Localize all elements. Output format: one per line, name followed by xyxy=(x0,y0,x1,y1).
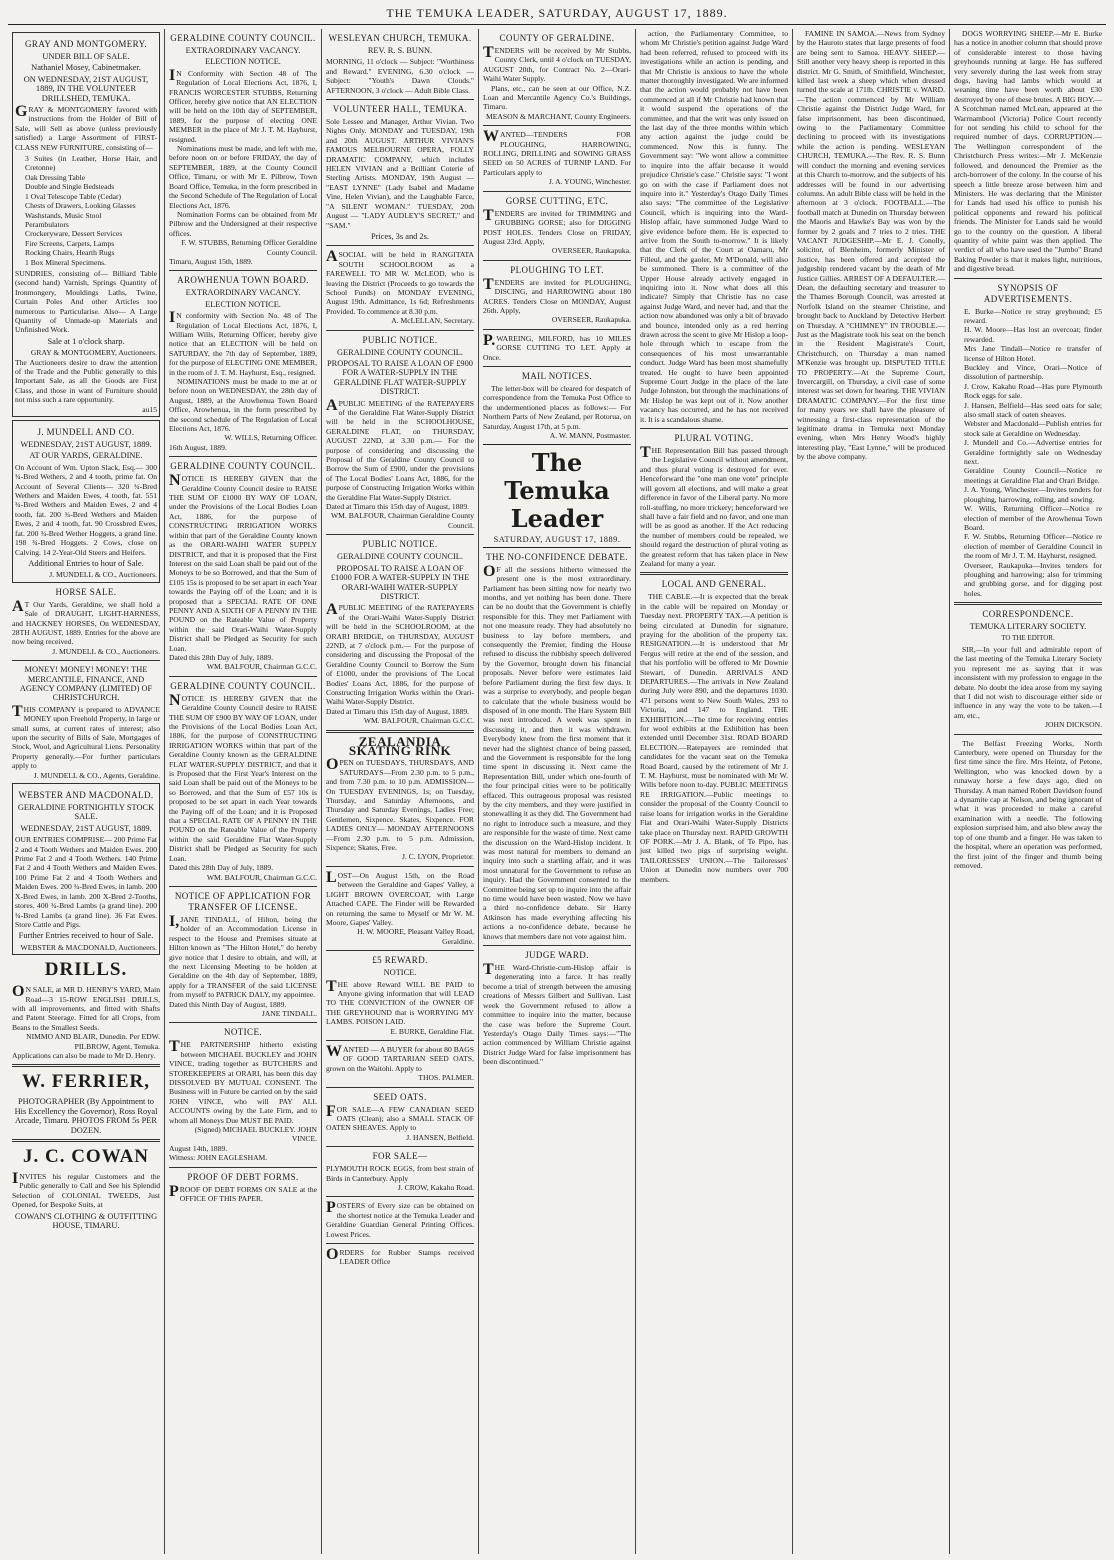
divider xyxy=(326,1040,474,1041)
notice-title: VOLUNTEER HALL, TEMUKA. xyxy=(332,104,468,115)
divider xyxy=(12,1064,160,1067)
divider xyxy=(483,366,631,367)
article-title: LOCAL AND GENERAL. xyxy=(661,579,767,590)
advert-signature: J. MUNDELL & CO., Auctioneers. xyxy=(49,570,157,580)
synopsis-list xyxy=(960,307,1102,599)
notice-body: IN conformity with Section No. 48 of The Regulation of Local Elections Act, 1876, I, William Wills, Returning Officer, hereby give notice that an ELECTION will be held on SATURDAY, the 7th day of September, 1889, for the purpose of ELECTING ONE MEMBER, in the room of J. T. M. Hayhurst, Esq., resigned. xyxy=(169,309,317,377)
divider xyxy=(326,730,474,733)
column-7 xyxy=(950,29,1106,1554)
divider xyxy=(326,534,474,535)
notice-body: POSTERS of Every size can be obtained on the shortest notice at the Temuka Leader and Geraldine Guardian General Printing Offices. Lowest Prices. xyxy=(326,1199,474,1239)
list-item: Oak Dressing Table xyxy=(25,172,86,182)
list-item: 1 Box Mineral Specimens. xyxy=(25,257,106,267)
notice-title: WESLEYAN CHURCH, TEMUKA. xyxy=(328,33,472,43)
advert-when: ON WEDNESDAY, 21ST AUGUST, 1889, IN THE VOLUNTEER DRILLSHED, TEMUKA. xyxy=(23,74,149,103)
notice-title: GERALDINE COUNTY COUNCIL. xyxy=(170,33,316,43)
notice-title: AROWHENUA TOWN BOARD. xyxy=(177,275,309,286)
divider xyxy=(483,260,631,261)
notice-subtitle: NOTICE. xyxy=(383,968,417,978)
list-item: F. W. Stubbs, Returning Officer—Notice re election of member of Geraldine Council in the room of Mr J. T. M. Hayhurst, resigned. xyxy=(964,532,1102,561)
notice-signature: F. W. STUBBS, Returning Officer Geraldine County Council. xyxy=(181,238,317,257)
notice-date: Timaru, August 15th, 1889. xyxy=(169,256,253,266)
divider xyxy=(326,1196,474,1197)
notice-date: Dated at Timaru this 15th day of August, 1889. xyxy=(326,502,470,512)
notice-subtitle: EXTRAORDINARY VACANCY. xyxy=(185,46,301,55)
notice-subtitle: ELECTION NOTICE. xyxy=(205,299,281,309)
notice-date: 16th August, 1889. xyxy=(169,442,227,452)
list-item: H. W. Moore—Has lost an overcoat; finder rewarded. xyxy=(964,325,1102,344)
column-2 xyxy=(165,29,322,1554)
divider xyxy=(326,330,474,331)
divider xyxy=(640,572,788,575)
notice-signature: A. W. MANN, Postmaster. xyxy=(549,431,631,440)
notice-body: I,JANE TINDALL, of Hilton, being the holder of an Accommodation License in respect to the House and Premises situate at Hilton known as "The Hilton Hotel," do hereby give notice that I desire to obtain, and will, at the next Licensing Meeting to be holden at Geraldine on the 4th day of September, 1889, apply for a TRANSFER of the said LICENSE from myself to PATRICK DALY, my appointee. xyxy=(169,912,317,1000)
divider xyxy=(169,456,317,457)
notice-body: IN Conformity with Section 48 of The Regulation of Local Elections Act, 1876, I, FRANCIS WORCESTER STUBBS, Returning Officer, hereby give notice that AN ELECTION will be held on the 10th day of SEPTEMBER, 1889, for the purpose of electing ONE MEMBER in the place of Mr J. T. M. Hayhurst, resigned. xyxy=(169,66,317,144)
notice-title: NOTICE. xyxy=(223,1027,263,1038)
advert-title: DRILLS. xyxy=(44,959,128,981)
notice-signature: WM. BALFOUR, Chairman G.C.C. xyxy=(206,872,317,882)
notice-signature: (Signed) MICHAEL BUCKLEY. JOHN VINCE. xyxy=(194,1125,317,1144)
article-body: THE Ward-Christie-cum-Hislop affair is degenerating into a farce. It has really become a trial of strength between the amusing creations of Messrs Gilbert and Sullivan. Last week the Government refused to allow a committee to inquire into the matter, because the case was before the Supreme Court. Yesterday's Otago Daily Times says:—"The action commenced by William Christie against District Judge Ward for false imprisonment has been discontinued." xyxy=(483,961,631,1067)
letter-body: SIR,—In your full and admirable report of the last meeting of the Temuka Literary Society you represent me as saying that it was inconsistent with my profession to engage in the debate. No doubt the idea arose from my saying that I did not wish to discourage either side or influence in any way the vote to be taken.—I am, etc., xyxy=(954,644,1102,720)
notice-title: ZEALANDIA SKATING RINK xyxy=(348,733,452,758)
list-item: E. Burke—Notice re stray greyhound; £5 reward. xyxy=(964,306,1102,325)
notice-signature: MEASON & MARCHANT, County Engineers. xyxy=(486,111,631,121)
notice-body: LOST—On August 15th, on the Road between the Geraldine and Gapes' Valley, a LIGHT BROWN OVERCOAT, with Large Attached CAPE. The Finder will be Rewarded on returning the same to Myself or Mr W. M. Moore, Gapes' Valley. xyxy=(326,868,474,927)
notice-date: Dated at Timaru this 15th day of August, 1889. xyxy=(326,706,470,716)
advert-note: The Auctioneers desire to draw the attention of the Trade and the Public generally to this Important Sale, as all the Goods are First Class, and those in want of Furniture should not miss such a rare opportunity. xyxy=(15,357,157,405)
advert-ref: au15 xyxy=(142,404,157,414)
notice-signature: WM. BALFOUR, Chairman G.C.C. xyxy=(363,716,474,726)
notice-body: TENDERS are invited for TRIMMING and GRUBBING GORSE; also for DIGGING POST HOLES. Tenders Close on FRIDAY, August 23rd. Apply, xyxy=(483,206,631,246)
advert-body: AT Our Yards, Geraldine, we shall hold a Sale of DRAUGHT, LIGHT-HARNESS, and HACKNEY HORSES, On WEDNESDAY, 28TH AUGUST, 1889. Entries for the above are now being received. xyxy=(12,597,160,647)
notice-date: Dated this Ninth Day of August, 1889. xyxy=(169,999,287,1009)
divider xyxy=(12,1139,160,1142)
advert-title: GERALDINE FORTNIGHTLY STOCK SALE. xyxy=(17,803,155,822)
notice-title: MAIL NOTICES. xyxy=(521,370,593,381)
notice-title: SEED OATS. xyxy=(373,1091,427,1102)
advert-sale-time: Sale at 1 o'clock sharp. xyxy=(47,336,125,346)
notice-subtitle: GERALDINE COUNTY COUNCIL. xyxy=(336,552,463,562)
article-body: THE CABLE.—It is expected that the break in the cable will be repaired on Monday or Tuesday next. PROPERTY TAX.—A petition is being circulated at Dunedin for signature, praying for the abolition of the property tax. RESIGNATION.—It is understood that Mr Fergus will retire at the end of the session, and that his portfolio will be offered to Mr Downie Stewart, of Dunedin. ARRIVALS AND DEPARTURES.—The arrivals in New Zealand during July were 890, and the departures 1030. 471 persons went to New South Wales, 293 to Victoria, and 147 to England. THE EXHIBITION.—The time for receiving entries for wool exhibits at the Exhibition has been extended until December 31st. ROAD BOARD ELECTION.—Ratepayers are reminded that candidates for the vacant seat on the Temuka Road Board, caused by the retirement of Mr J. T. M. Hayhurst, must be nominated with Mr W. Wills before noon to-day. PUBLIC MEETINGS RE IRRIGATION.—Public meetings to consider the proposal of the County Council to raise loans for irrigation works in the Geraldine Flat and Orari-Waihi Water-Supply Districts take place on Thursday next. RAPID GROWTH OF PORK.—Mr J. A. Blank, of Te Pipo, has just killed two pigs of surprising weight. TAILORESSES' UNION.—The Tailoresses' Union at Dunedin now numbers over 700 members. xyxy=(640,592,788,884)
notice-signature: J. CROW, Kakahu Road. xyxy=(397,1183,474,1193)
advert-title: UNDER BILL OF SALE. xyxy=(42,52,130,61)
column-4 xyxy=(479,29,636,1554)
list-item: W. Wills, Returning Officer—Notice re election of member of the Arowhenua Town Board. xyxy=(964,504,1102,532)
notice-subtitle: PROPOSAL TO RAISE A LOAN OF £1000 FOR A WATER-SUPPLY IN THE ORARI-WAIHI WATER-SUPPLY DISTRICT. xyxy=(330,563,470,601)
notice-body: P.WAREING, MILFORD, has 10 MILES GORSE CUTTING TO LET. Apply at Once. xyxy=(483,331,631,362)
notice-witness: Witness: JOHN EAGLESHAM. xyxy=(169,1153,268,1163)
article-body: The Belfast Freezing Works, North Canterbury, were opened on Thursday for the first time since the fire. Mrs Heintz, of Petone, Wellington, who was knocked down by a runaway horse a few days ago, died on Thursday. A man named Robert Davidson found a dynamite cap at Nelson, and being ignorant of what it was proceeded to make a careful examination with a needle. The following explosion surprised him, and also blew away the top of one thumb and a finger. He was taken to the hospital, where an operation was performed, the first joint of the finger and thumb being removed. xyxy=(954,738,1102,870)
advert-signature: WEBSTER & MACDONALD, Auctioneers. xyxy=(20,942,157,952)
advert-header: J. MUNDELL AND CO. xyxy=(37,427,135,438)
divider xyxy=(326,866,474,867)
notice-signature: JANE TINDALL. xyxy=(261,1008,317,1018)
notice-body: FOR SALE—A FEW CANADIAN SEED OATS (Clean); also a SMALL STACK OF OATEN SHEAVES. Apply to xyxy=(326,1102,474,1133)
advert-gray-montgomery xyxy=(12,32,160,417)
notice-body: Nominations must be made, and left with me, before noon on or before FRIDAY, the day of SEPTEMBER, 1889, at the County Council Office, Timaru, or with Mr E. Pilbrow, Town Board Office, Temuka, in the form prescribed in the Second Schedule of The Regulation of Local Elections Act, 1876. xyxy=(169,144,317,210)
list-item: Washstands, Music Stool xyxy=(25,210,102,220)
notice-signature: WM. BALFOUR, Chairman G.C.C. xyxy=(206,662,317,672)
notice-body: NOTICE IS HEREBY GIVEN that the Geraldine County Council desire to RAISE THE SUM OF £900 BY WAY OF LOAN, under the Provisions of the Local Bodies Loan Act, 1886, for the purpose of CONSTRUCTING IRRIGATION WORKS within that part of the Geraldine County known as the GERALDINE FLAT WATER-SUPPLY DISTRICT, and that it is Proposed that the First Year's Interest on the said Loan shall be paid out of the Moneys to be so Borrowed, and that the Sum of £57 10s is proposed to be set apart in each Year towards the Paying off of the Loan; and it is Proposed that a SPECIAL RATE OF A PENNY IN THE POUND on the Rateable Value of the Property within the said Geraldine Flat Water-Supply District shall be Pledged as Security for such Loan. xyxy=(169,691,317,863)
article-title: SYNOPSIS OF ADVERTISEMENTS. xyxy=(983,282,1073,304)
notice-signature: J. A. YOUNG, Winchester. xyxy=(548,177,631,187)
notice-body: PROOF OF DEBT FORMS ON SALE at the OFFICE OF THIS PAPER. xyxy=(169,1182,317,1204)
notice-body: MORNING, 11 o'clock — Subject: "Worthiness and Reward." EVENING, 6.30 o'clock — Subject: "Youth's Dawn Clouds." AFTERNOON, 3 o'clock — Adult Bible Class. xyxy=(326,57,474,95)
notice-prices: Prices, 3s and 2s. xyxy=(371,231,429,241)
article-title: PLURAL VOTING. xyxy=(674,433,754,444)
divider xyxy=(169,676,317,677)
notice-title: £5 REWARD. xyxy=(372,955,428,966)
advert-body: OUR ENTRIES COMPRISE— 200 Prime Fat 2 and 4 Tooth Wethers and Maiden Ewes. 200 Prime Fat 2 and 4 Tooth Wethers. 140 Prime Fat 2 and 4 Tooth Wethers and Maiden Ewes. 100 Prime Fat 2 and 4 Tooth Wethers and Maiden Ewes. 200 ¾-Bred Ewes, in lamb. 200 X-Bred Ewes, in lamb. 200 X-Bred 2-Tooths, stores. 400 ¾-Bred Lambs (a grand line). 200 ¾-Bred Lambs (a grand line). 36 Fat Ewes. Store Cattle and Pigs. xyxy=(15,835,157,929)
divider xyxy=(483,125,631,126)
list-item: J. Hansen, Belfield—Has seed oats for sale; also small stack of oaten sheaves. xyxy=(964,400,1102,420)
notice-signature: J. C. LYON, Proprietor. xyxy=(401,852,474,862)
running-title: THE TEMUKA LEADER, SATURDAY, AUGUST 17, 1889. xyxy=(8,6,1106,25)
notice-date: Dated this 28th Day of July, 1889. xyxy=(169,863,274,873)
advert-signature: J. MUNDELL & CO., Agents, Geraldine. xyxy=(33,770,160,780)
article-body: THE Representation Bill has passed through the Legislative Council without amendment, and thus plural voting is destroyed for ever. Henceforward the "one man one vote" principle will govern all elections, and will make a great difference in favor of the Liberal party. No more roll-stuffing, no more trickery; henceforward we shall have a fair field and no favor, and one man will be as good as another. If the Act reducing the number of members could be repealed, we should regard the destruction of plural voting as the greatest reform that has taken place in New Zealand for many a year. xyxy=(640,444,788,568)
advert-header: WEBSTER AND MACDONALD. xyxy=(18,790,154,801)
column-1 xyxy=(8,29,165,1554)
notice-title: GERALDINE COUNTY COUNCIL. xyxy=(170,680,316,691)
advert-title: MONEY! MONEY! MONEY! THE MERCANTILE, FINANCE, AND AGENCY COMPANY (LIMITED) OF CHRISTCHURCH. xyxy=(19,665,153,703)
advert-body: THIS COMPANY is prepared to ADVANCE MONEY upon Freehold Property, in large or small sums, at current rates of interest; also upon the security of Bills of Sale, Mortgages of Stock, Wool, and Agricultural Liens. Personality Property generally.—For further particulars apply to xyxy=(12,702,160,771)
divider xyxy=(483,329,631,330)
notice-body: Plans, etc., can be seen at our Office, N.Z. Loan and Mercantile Agency Co.'s Buildings, Timaru. xyxy=(483,83,631,112)
divider xyxy=(954,278,1102,279)
advert-where: AT OUR YARDS, GERALDINE. xyxy=(29,451,143,461)
notice-body: TENDERS will be received by Mr Stubbs, County Clerk, until 4 o'clock on TUESDAY, AUGUST 20th, for Contract No. 2—Orari-Waihi Water Supply. xyxy=(483,44,631,84)
notice-subtitle: GERALDINE COUNTY COUNCIL. xyxy=(336,347,463,357)
notice-body: TENDERS are invited for PLOUGHING, DISCING, and HARROWING about 180 ACRES. Tenders Close on MONDAY, August 26th. Apply, xyxy=(483,275,631,315)
notice-body: THE above Reward WILL BE PAID to Anyone giving information that will LEAD TO THE CONVICTION of the OWNER OF THE GREYHOUND that is WORRYING MY LAMBS. POISON LAID. xyxy=(326,977,474,1027)
divider xyxy=(326,1087,474,1088)
letter-salutation: TO THE EDITOR. xyxy=(1001,633,1055,642)
advert-body: GRAY & MONTGOMERY favored with instructions from the Holder of Bill of Sale, will Sell as above (unless previously satisfied) a Large Assortment of FIRST-CLASS NEW FURNITURE, consisting of— xyxy=(15,103,157,152)
list-item: Webster and Macdonald—Publish entries for stock sale at Geraldine on Wednesday. xyxy=(964,419,1102,438)
letter-signature: JOHN DICKSON. xyxy=(1045,720,1102,730)
notice-title: GORSE CUTTING, ETC. xyxy=(505,195,609,206)
divider xyxy=(326,1243,474,1244)
notice-body: Sole Lessee and Manager, Arthur Vivian. Two Nights Only. MONDAY and TUESDAY, 19th and 20th AUGUST. ARTHUR VIVIAN'S FAMOUS MELBOURNE OPERA, FOLLY DRAMATIC COMPANY, which includes HELEN VIVIAN and a Brilliant Coterie of Sterling Artists. MONDAY, 19th August — "EAST LYNNE" (Lady Isabel and Madame Vine, Helen Vivian), and the Laughable Farce, "A SILENT WOMAN." TUESDAY, 20th August — "LADY AUDLEY'S SECRET," and "SAM." xyxy=(326,117,474,230)
list-item: 3 Suites (in Leather, Horse Hair, and Cretonne) xyxy=(25,154,157,173)
list-item: J. Crow, Kakahu Road—Has pure Plymouth Rock eggs for sale. xyxy=(964,381,1102,401)
list-item: Geraldine County Council—Notice re meetings at Geraldine Flat and Orari Bridge. xyxy=(964,466,1102,485)
notice-subtitle: PROPOSAL TO RAISE A LOAN OF £900 FOR A WATER-SUPPLY IN THE GERALDINE FLAT WATER-SUPPLY DISTRICT. xyxy=(327,358,473,397)
notice-body: WANTED—TENDERS FOR PLOUGHING, HARROWING, ROLLING, DRILLING and SOWING GRASS SEED on 50 ACRES of TURNIP LAND. For Particulars apply to xyxy=(483,128,631,177)
divider xyxy=(326,245,474,246)
divider xyxy=(640,428,788,429)
article-body: action, the Parliamentary Committee, to whom Mr Christie's petition against Judge Ward had been referred, refused to proceed with its investigations while an action is pending, and that Mr Christie is anxious to have the whole matter thoroughly investigated. We are informed that the action would probably not have been commenced at all if Mr Christie had known that it would suspend the operations of the committee, and that the writ was only issued on the last day of the three months within which any action against the judge could be commenced. Now this is funny. The Government say: "We wont allow a committee to inquire into the affair because it would prejudice Christie's case." Christie says: "I wont go on with the case if Parliament does not inquire into it." Yesterday's Otago Daily Times also says: "The committee of the Legislative Council, which is inquiring into the Ward-Hislop affair, have summoned Judge Ward to give evidence before them. He is expected to arrive from the South to-morrow." It is likely that the Clerk of the Court at Oamaru, Mr Filleul, and the gaoler, Mr M'Donald, will also be summoned. There is a committee of the Upper House already actively engaged in inquiring into it. Now what does all this indicate? Simply that Christie has no case against Judge Ward, and never had, and that the action now abandoned was only a bit of bravado and bounce, intended only as a red herring drawn across the scent to give Mr Hislop a loop-hole through which to escape from the consequences of his most unwarrantable conduct. Judge Ward has been most shamefully treated. He ought to have been appointed Supreme Court Judge in the place of the late Judge Johnston, but through the machinations of Mr Hislop he was kept out of it. Now another vacancy has occurred, and he has not received it. It is a scandalous shame. xyxy=(640,29,788,424)
notice-signature: H. W. MOORE, Pleasant Valley Road, Geraldine. xyxy=(357,927,474,946)
list-item: 1 Oval Telescope Table (Cedar) xyxy=(25,191,122,201)
notice-title: COUNTY OF GERALDINE. xyxy=(499,33,615,43)
notice-body: OPEN on TUESDAYS, THURSDAYS, AND SATURDAYS—From 2.30 p.m. to 5 p.m., and from 7.30 p.m. to 10 p.m. ADMISSION—On TUESDAY EVENINGS, 1s; on Tuesday, Thursday, and Saturday Afternoons, and Thursday and Saturday Evenings, Ladies Free; Gentlemen, Sixpence. Skates, Sixpence. FOR LADIES ONLY— MONDAY AFTERNOONS—From 2.30 p.m. to 5 p.m. Admission, Sixpence; Skates, Free. xyxy=(326,756,474,853)
divider xyxy=(954,734,1102,735)
notice-body: The letter-box will be cleared for despatch of correspondence from the Temuka Post Office to the undermentioned places as follows:— For Northern Parts of New Zealand, per Rotorua, on Saturday, August 17th, at 5 p.m. xyxy=(483,383,631,431)
notice-title: NOTICE OF APPLICATION FOR TRANSFER OF LICENSE. xyxy=(174,890,312,912)
notice-signature: THOS. PALMER. xyxy=(418,1073,474,1083)
divider xyxy=(326,1146,474,1147)
advert-signature: NIMMO AND BLAIR, Dunedin. Per EDW. PILBROW, Agent, Temuka. xyxy=(26,1032,160,1051)
article-title: THE NO-CONFIDENCE DEBATE. xyxy=(486,551,628,562)
notice-title: PROOF OF DEBT FORMS. xyxy=(187,1171,299,1182)
advert-sundries: SUNDRIES, consisting of— Billiard Table (second hand) Varnish, Springs Quantity of Ironmongery, Mouldings Laths, Twine, Curtain Poles And other Articles too numerous to Particularise. Also— A Large Quantity of Unmade-up Materials and Unfinished Work. xyxy=(15,268,157,335)
column-6 xyxy=(793,29,950,1554)
columns xyxy=(8,29,1106,1554)
notice-body: ASOCIAL will be held in RANGITATA SOUTH SCHOOLROOM as a FAREWELL TO MR W. McLEOD, who is leaving the District (Proceeds to go towards the School Funds) on MONDAY EVENING, August 19th. Admittance, 1s 6d; Refreshments Provided. To commence at 8.30 p.m. xyxy=(326,248,474,316)
article-title: CORRESPONDENCE. xyxy=(982,609,1074,620)
advert-webster xyxy=(12,783,160,955)
notice-title: PUBLIC NOTICE. xyxy=(362,334,438,345)
divider xyxy=(326,99,474,100)
notice-body: WANTED — A BUYER for about 80 BAGS OF GOOD TARTARIAN SEED OATS, grown on the Waitohi. Apply to xyxy=(326,1042,474,1073)
article-body: DOGS WORRYING SHEEP.—Mr E. Burke has a notice in another column that should prove of considerable interest to those having greyhounds running at large. He has suffered very severely during the last week from stray dogs, having had lambs which would at weaning time have been worth about £30 destroyed by one of these brutes. A BIG BOY.—A Scotchman named McLean, appeared at the Warrnambool (Victoria) Police Court recently for not sending his child to school for the required number of days. CORRUPTION.—The Wellington correspondent of the Christchurch Press writes:—Mr J. McKenzie followed, and denounced the Premier as the arch-borrower of the colony. In the course of his speech a little breeze arose between him and Ministers. He was declaring that the Minister for Lands had used his office to punish his political opponents and reward his political friends. The Minister for Lands said he would go to the country on the question. A liberal quantity of white paint was then applied. The verdict of all who have used the "Jumbo" Brand Baking Powder is that it makes light, nutritious, and digestive bread. xyxy=(954,29,1102,274)
advert-mundell xyxy=(12,420,160,583)
divider xyxy=(954,602,1102,605)
divider xyxy=(12,660,160,661)
notice-body: PLYMOUTH ROCK EGGS, from best strain of Birds in Canterbury. Apply xyxy=(326,1164,474,1183)
notice-date: August 14th, 1889. xyxy=(169,1143,228,1153)
divider xyxy=(326,950,474,951)
list-item: Buckley and Vince, Orari—Notice of dissolution of partnership. xyxy=(964,363,1102,382)
notice-body: THE PARTNERSHIP hitherto existing between MICHAEL BUCKLEY and JOHN VINCE, trading together as BUTCHERS and STOREKEEPERS at ORARI, has been this day DISSOLVED BY MUTUAL CONSENT. The Business will in Future be carried on by the said JOHN VINCE, who will PAY ALL ACCOUNTS owing by the Late Firm, and to whom all Moneys Due MUST BE PAID. xyxy=(169,1038,317,1125)
notice-signature: J. HANSEN, Belfield. xyxy=(406,1132,474,1142)
list-item: Mrs Jane Tindall—Notice re transfer of license of Hilton Hotel. xyxy=(964,344,1102,363)
notice-signature: A. McLELLAN, Secretary. xyxy=(391,316,474,326)
advert-extra: Further Entries received to hour of Sale. xyxy=(18,931,154,941)
advert-title: W. FERRIER, xyxy=(21,1071,150,1093)
divider xyxy=(169,270,317,271)
divider xyxy=(169,1022,317,1023)
advert-body: On Account of Wm. Upton Slack, Esq.— 300 ¾-Bred Wethers, 2 and 4 tooth, prime fat. On Account of Several Clients— 320 ¾-Bred Wethers and Maiden Ewes, 4 tooth, fat. 551 ¾-Bred Wethers and Maiden Ewes, 2 and 4 tooth, fat. 200 ¾-Bred Wethers and Maiden Ewes, 2 and 4 tooth, fat. 90 Crossbred Ewes, fat. 200 ¾-Bred Wether Hoggets, a grand line. 198 ¾-Bred Hoggets. 2 Cows, close on Calving. 14 2-Year-Old Steers and Heifers. xyxy=(15,462,157,557)
notice-signature: E. BURKE, Geraldine Flat. xyxy=(390,1026,474,1036)
notice-signature: W. WILLS, Returning Officer. xyxy=(224,433,317,443)
list-item: Fire Screens, Carpets, Lamps xyxy=(25,238,115,248)
notice-signature: WM. BALFOUR, Chairman Geraldine County Council. xyxy=(331,511,474,530)
advert-when: WEDNESDAY, 21ST AUGUST, 1889. xyxy=(20,440,152,450)
notice-body: APUBLIC MEETING of the RATEPAYERS of the Orari-Waihi Water-Supply District will be held in the SCHOOLROOM, at the ORARI BRIDGE, on THURSDAY, AUGUST 22ND, at 7 o'clock p.m.— For the purpose of considering and discussing the Proposal of the Geraldine County Council to Borrow the Sum of £1000, under the provisions of The Local Bodies' Loans Act, 1886, for the purpose of Constructing Irrigation Works within the Orari-Waihi Water-Supply District. xyxy=(326,601,474,707)
list-item: Overseer, Raukapuka—Invites tenders for ploughing and harrowing; also for trimming and grubbing gorse, and for digging post holes. xyxy=(964,560,1102,598)
notice-title: FOR SALE— xyxy=(372,1151,428,1162)
advert-extra: Additional Entries to hour of Sale. xyxy=(28,558,144,568)
list-item: Rocking Chairs, Hearth Rugs xyxy=(25,248,115,258)
advert-signature: J. MUNDELL & CO., Auctioneers. xyxy=(52,646,160,656)
list-item: Chests of Drawers, Looking Glasses xyxy=(25,201,136,211)
nameplate-date: SATURDAY, AUGUST 17, 1889. xyxy=(483,535,631,547)
divider xyxy=(169,1167,317,1168)
newspaper-nameplate: The Temuka Leader xyxy=(483,444,631,533)
column-3 xyxy=(322,29,479,1554)
article-body: OF all the sessions hitherto witnessed the present one is the most extraordinary. Parliament has been sitting now for nearly two months, and yet nothing has been done. There can be no doubt that the Government is chiefly responsible for this. They met Parliament with not one measure ready. They had absolutely no business to lay before members, and consequently the Premier, finding the House refused to discuss the rubbishy speech delivered by the Governor, brought down his financial proposals. Never before were estimates laid before Parliament during the first few days. It was a surprise to everybody, and people began to calculate that the whole business would be disposed of in one month. The Hare System Bill was next introduced. A week was spent in discussing it, and then it was withdrawn. Everybody knew from the first moment that it never had the slightest chance of being passed, and the Government is responsible for the long time spent in discussing it. Next came the Representation Bill, under which one-fourth of the four principal cities were to be politically effaced. This outrageous proposal was resisted by the city members, and they were justified in stonewalling it as they did. The Government had no right to introduce such a measure, and they are responsible for the waste of time. Next came the discussion on the Ward-Hislop incident. It was most natural for members to demand an inquiry into such a startling affair, and it was most unnatural for the Government to refuse an inquiry. Had the Government consented to the Committee being set up to inquire into the affair no time would have been wasted. Now we have a third no-confidence debate. Sir Harry Atkinson has made everything affecting his actions a no-confidence debate, because he knows that members dare not vote against him. xyxy=(483,562,631,941)
notice-title: PUBLIC NOTICE. xyxy=(362,539,438,550)
notice-body: Nomination Forms can be obtained from Mr Pilbrow and the Undersigned at their respective offices. xyxy=(169,209,317,238)
furniture-list xyxy=(21,154,157,267)
list-item: J. Mundell and Co.—Advertise entries for Geraldine fortnightly sale on Wednesday next. xyxy=(964,438,1102,467)
list-item: Double and Single Bedsteads xyxy=(25,182,115,192)
notice-date: Dated this 28th Day of July, 1889. xyxy=(169,652,274,662)
divider xyxy=(483,945,631,946)
advert-from: Nathaniel Mosey, Cabinetmaker. xyxy=(31,63,141,73)
notice-body: ORDERS for Rubber Stamps received LEADER Office xyxy=(326,1246,474,1267)
notice-body: APUBLIC MEETING of the RATEPAYERS of the Geraldine Flat Water-Supply District will be held in the SCHOOLHOUSE, GERALDINE FLAT, on THURSDAY, AUGUST 22ND, at 3.30 p.m.— For the purpose of considering and discussing the Proposal of the Geraldine County Council to Borrow the Sum of £900, under the provisions of The Local Bodies' Loans Act, 1886, for the purpose of Constructing Irrigation Works within the Geraldine Flat Water-Supply District. xyxy=(326,396,474,502)
advert-title: J. C. COWAN xyxy=(22,1146,150,1167)
list-item: Perambulators xyxy=(25,219,69,229)
advert-header: GRAY AND MONTGOMERY. xyxy=(25,39,147,49)
article-body: FAMINE IN SAMOA.—News from Sydney by the Hauroto states that large presents of food are being sent to Samoa. HEAVY SHEEP.—Still another very heavy sheep is reported in this district. Mr G. Smith, of Smithfield, Winchester, killed last week a sheep which when dressed turned the scale at 171lb. CHRISTIE v. WARD.—The action commenced by Mr William Christie against the District Judge Ward, for false imprisonment, has been discontinued, owing to the Parliamentary Committee declining to proceed with its investigations while the action is pending. WESLEYAN CHURCH, TEMUKA.—The Rev. R. S. Bunn will conduct the morning and evening services at this Church to-morrow, and the subjects of his addresses will be found in our advertising columns. An adult Bible class will be held in the afternoon at 3 o'clock. FOOTBALL.—The football match at Dunedin on Thursday between the Maoris and Hawke's Bay was won by the former by 2 goals and 7 tries to 2 tries. THE VACANT JUDGESHIP.—Mr E. J. Conolly, solicitor, of Blenheim, formerly Minister of Justice, has been offered and accepted the judgeship rendered vacant by the death of Mr Justice Gillies. ARREST OF A DEFAULTER.—Dean, the defaulting secretary and treasurer to the Thames Borough Council, was arrested at Norfolk Island on the steamer Christine, and brought back to Auckland by Detective Herbert on Thursday. A "CHIMNEY" IN TROUBLE.—Just as the Magistrate took his seat on the bench in the Resident Magistrate's Court, Christchurch, on Thursday a man named M'Kenzie was brought up. DISPUTED TITLE TO PROPERTY.—At the Supreme Court, Invercargill, on Thursday, a civil case of some interest was set down for hearing. THE VIVIAN DRAMATIC COMPANY.—For the first time for many years we shall have the pleasure of witnessing a first-class representation of the legitimate drama in Temuka next Monday evening, when Mrs Henry Wood's highly interesting play, "East Lynne," will be produced by the above company. xyxy=(797,29,945,462)
advert-title: HORSE SALE. xyxy=(55,586,117,597)
article-title: JUDGE WARD. xyxy=(525,950,589,961)
advert-footer: COWAN'S CLOTHING & OUTFITTING HOUSE, TIMARU. xyxy=(14,1211,158,1231)
advert-note: Applications can also be made to Mr D. Henry. xyxy=(12,1050,156,1060)
notice-body: NOTICE IS HEREBY GIVEN that the Geraldine County Council desire to RAISE THE SUM OF £1000 BY WAY OF LOAN, under the Provisions of the Local Bodies Loan Act, 1886, for the purpose of CONSTRUCTING IRRIGATION WORKS within that part of the Geraldine County known as the ORARI-WAIHI WATER SUPPLY DISTRICT, and that it is proposed that the First Interest on the said Loan shall be paid out of the Moneys to be so Borrowed, and that the Sum of £105 15s is proposed to be set apart in each Year towards the Paying off of the Loan; and it is proposed that a SPECIAL RATE OF ONE PENNY AND A SIXTH OF A PENNY IN THE POUND on the Rateable Value of Property within the said Orari-Waihi Water-Supply District shall be Pledged as Security for such Loan. xyxy=(169,472,317,653)
notice-title: PLOUGHING TO LET. xyxy=(510,264,604,275)
list-item: J. A. Young, Winchester—Invites tenders for ploughing, harrowing, rolling, and sowing. xyxy=(964,485,1102,504)
advert-signature: GRAY & MONTGOMERY, Auctioneers. xyxy=(30,348,157,358)
list-item: Crockeryware, Dessert Services xyxy=(25,229,123,239)
notice-subtitle: EXTRAORDINARY VACANCY. xyxy=(185,288,301,298)
advert-body: ON SALE, at MR D. HENRY'S YARD, Main Road—3 15-ROW ENGLISH DRILLS, with all improvements, and fitted with Shafts and Patent Steerage. Fitted for all Crops, from Beans to the Smallest Seeds. xyxy=(12,983,160,1032)
notice-body: NOMINATIONS must be made to me at or before noon on WEDNESDAY, the 28th day of August, 1889, at the Arowhenua Town Board Office, Arowhenua, in the form prescribed by the second schedule of The Regulation of Local Elections Act, 1876. xyxy=(169,377,317,434)
notice-subtitle: REV. R. S. BUNN. xyxy=(367,46,433,55)
advert-when: WEDNESDAY, 21ST AUGUST, 1889. xyxy=(20,823,152,833)
notice-title: GERALDINE COUNTY COUNCIL. xyxy=(170,461,316,472)
divider xyxy=(169,886,317,887)
article-subtitle: TEMUKA LITERARY SOCIETY. xyxy=(969,622,1087,632)
notice-signature: OVERSEER, Raukapuka. xyxy=(551,315,631,325)
notice-signature: OVERSEER, Raukapuka. xyxy=(551,246,631,256)
divider xyxy=(483,191,631,192)
column-5 xyxy=(636,29,793,1554)
advert-subtitle: PHOTOGRAPHER (By Appointment to His Excellency the Governor), Ross Royal Arcade, Timaru. PHOTOS FROM 5s PER DOZEN. xyxy=(14,1097,158,1135)
notice-subtitle: ELECTION NOTICE. xyxy=(205,57,281,67)
advert-body: INVITES his regular Customers and the Public generally to Call and See his Splendid Selection of COLONIAL TWEEDS, Just Opened, for Bespoke Suits, at xyxy=(12,1170,160,1210)
